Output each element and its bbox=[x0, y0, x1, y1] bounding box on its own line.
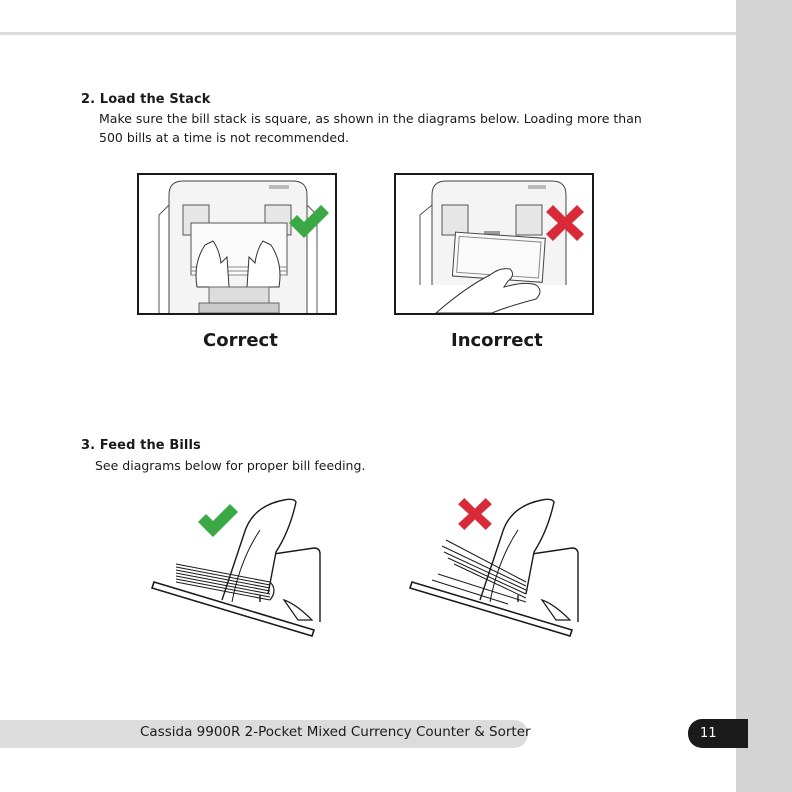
checkmark-icon bbox=[196, 504, 240, 540]
incorrect-caption: Incorrect bbox=[451, 330, 543, 351]
cross-icon bbox=[546, 205, 584, 241]
incorrect-loading-photo bbox=[394, 173, 594, 315]
footer-title: Cassida 9900R 2-Pocket Mixed Currency Counter & Sorter bbox=[140, 724, 531, 740]
cross-icon bbox=[458, 498, 492, 530]
correct-caption: Correct bbox=[203, 330, 278, 351]
load-stack-text-line-2: 500 bills at a time is not recommended. bbox=[99, 130, 350, 145]
feed-bills-text: See diagrams below for proper bill feeding. bbox=[95, 458, 366, 473]
incorrect-feeding-diagram bbox=[408, 490, 588, 644]
load-stack-heading: 2. Load the Stack bbox=[81, 92, 211, 107]
load-stack-text-line-1: Make sure the bill stack is square, as shown in the diagrams below. Loading more than bbox=[99, 111, 642, 126]
side-margin-strip bbox=[736, 0, 792, 792]
correct-feeding-diagram bbox=[150, 490, 330, 644]
feed-bills-heading: 3. Feed the Bills bbox=[81, 438, 201, 453]
correct-loading-photo bbox=[137, 173, 337, 315]
page-number: 11 bbox=[688, 719, 748, 748]
checkmark-icon bbox=[287, 205, 331, 241]
top-rule bbox=[0, 32, 736, 35]
